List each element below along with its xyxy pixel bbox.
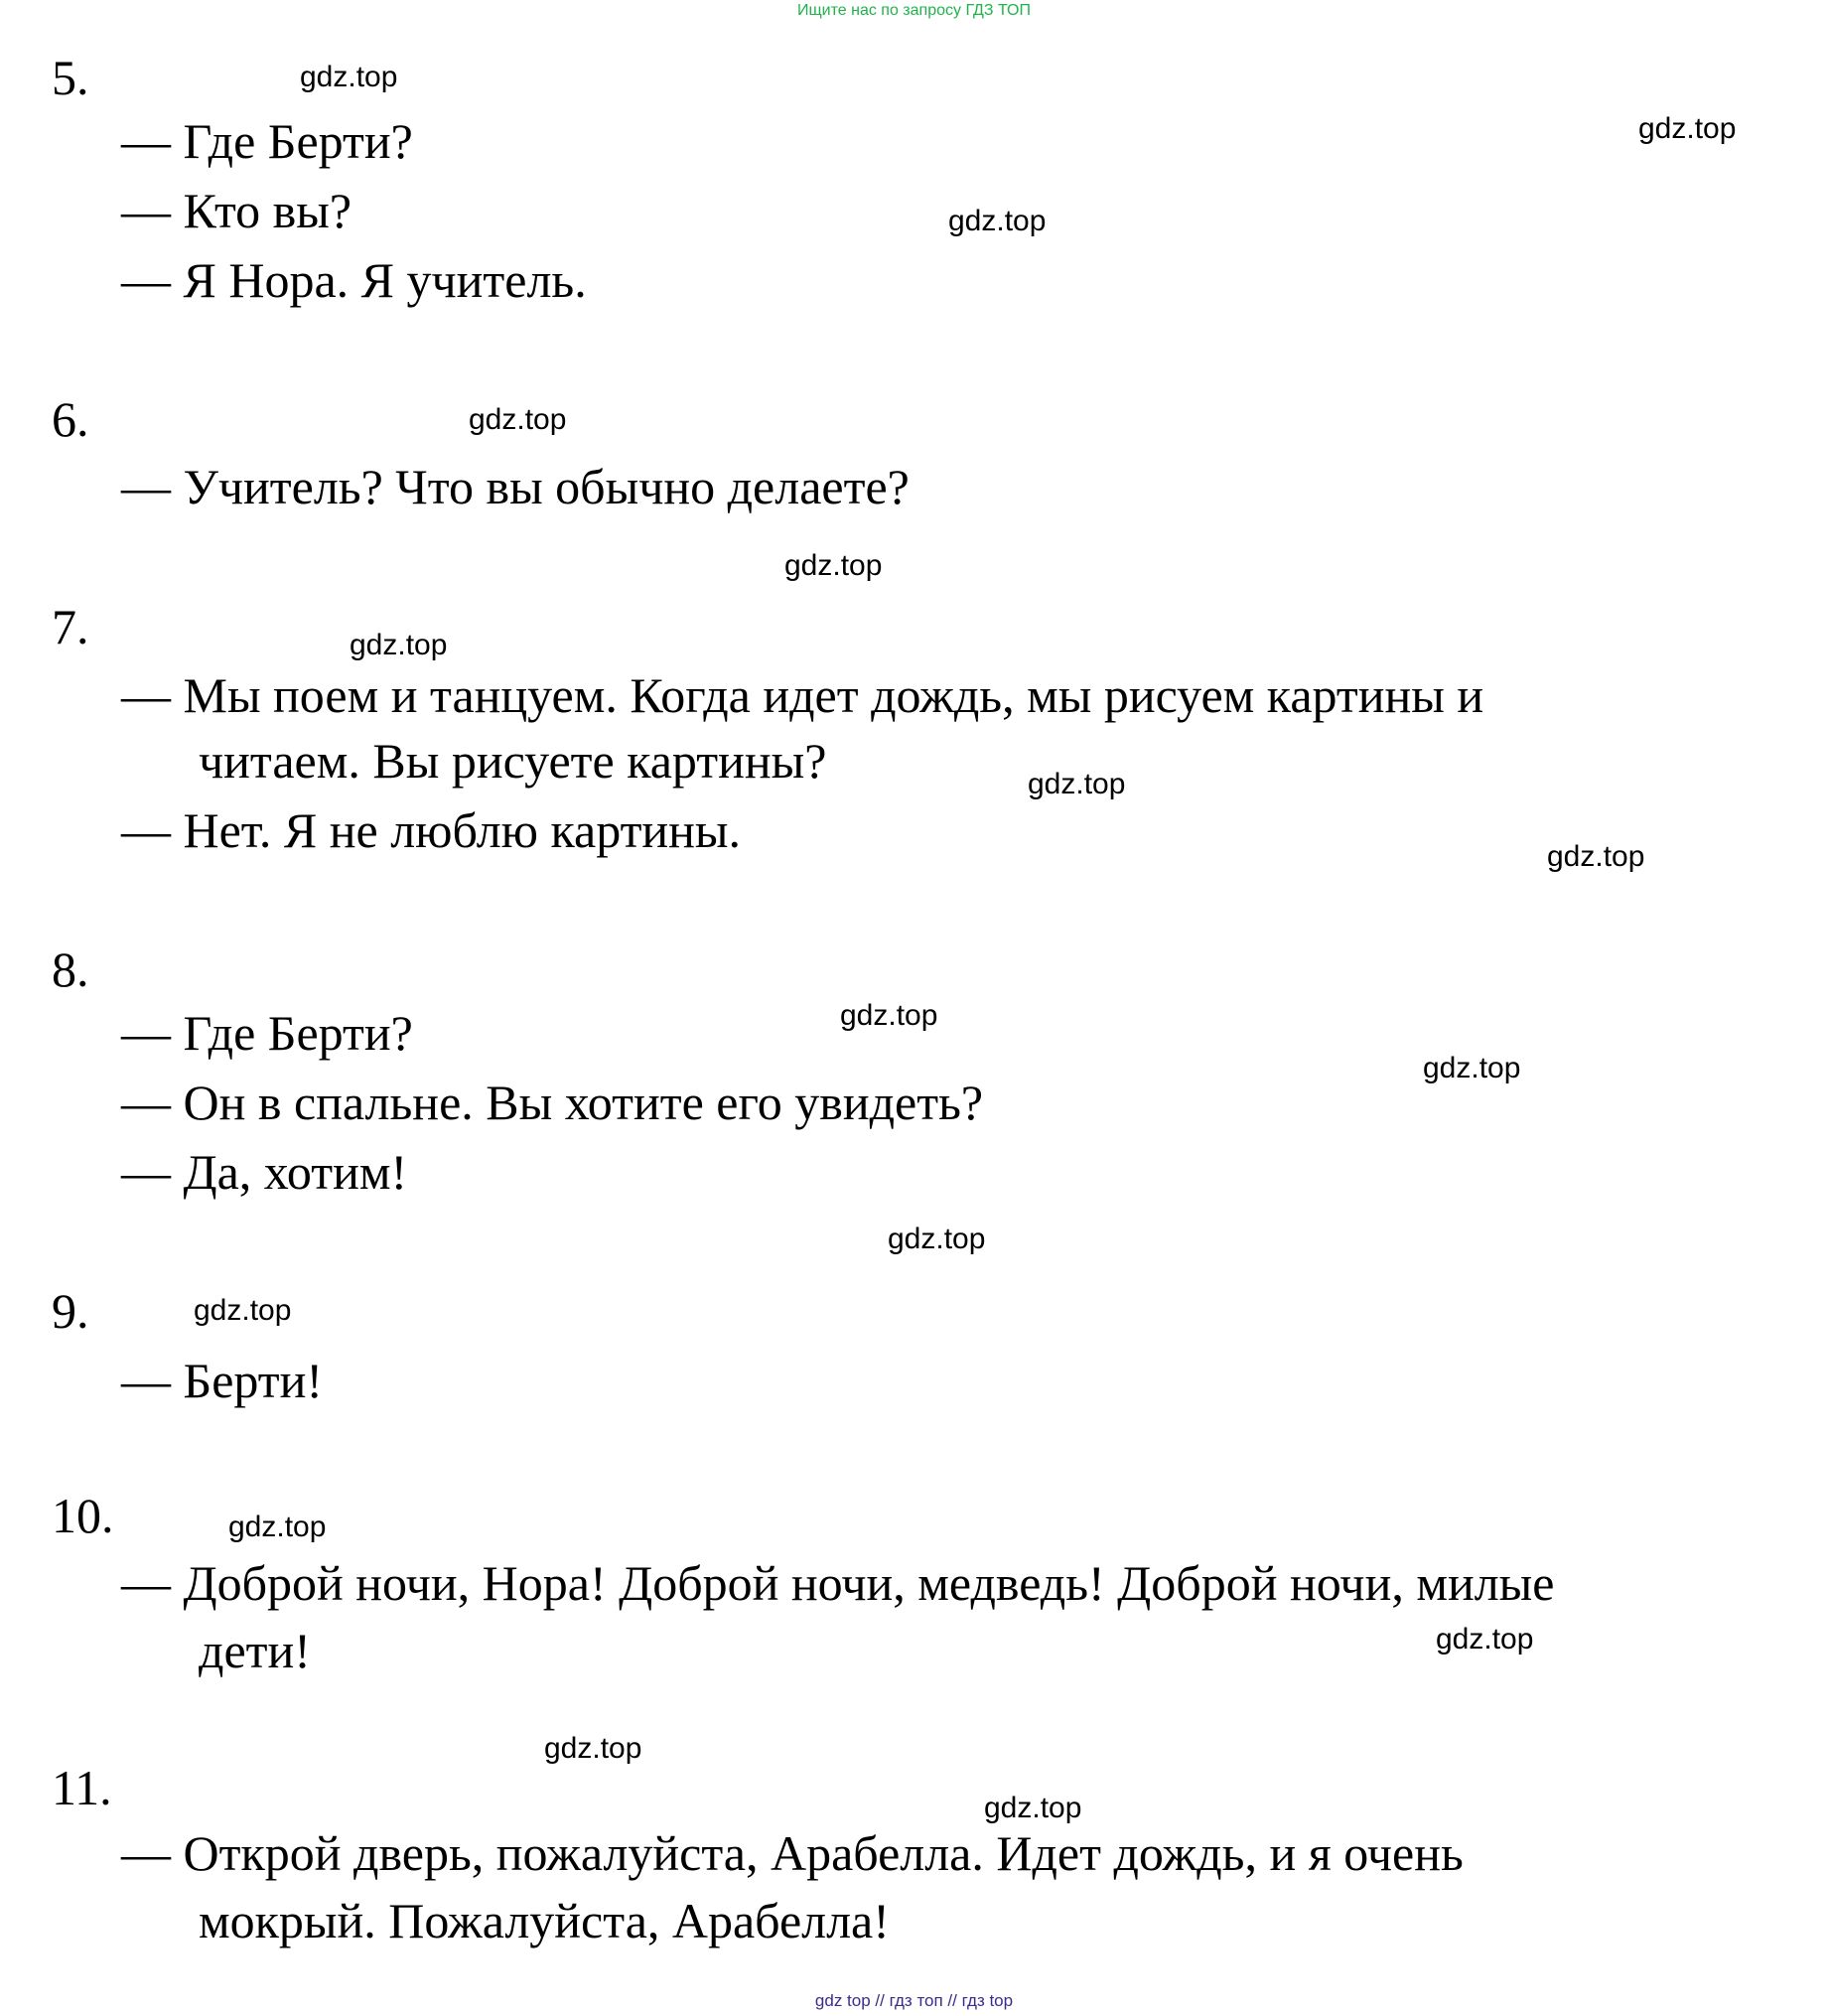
dialogue-line: — Где Берти?	[121, 1005, 413, 1061]
dialogue-line: — Доброй ночи, Нора! Доброй ночи, медведь! Доброй ночи, милые	[121, 1555, 1555, 1611]
dialogue-line: — Я Нора. Я учитель.	[121, 252, 587, 308]
watermark: gdz.top	[1547, 840, 1645, 873]
dialogue-line: — Берти!	[121, 1353, 324, 1408]
item-number: 8.	[52, 941, 89, 997]
dialogue-line: — Мы поем и танцуем. Когда идет дождь, мы рисуем картины и	[121, 667, 1484, 723]
watermark: gdz.top	[840, 999, 938, 1032]
dialogue-line-continued: мокрый. Пожалуйста, Арабелла!	[199, 1893, 890, 1948]
dialogue-line-continued: дети!	[199, 1623, 311, 1678]
watermark: gdz.top	[350, 629, 448, 661]
dialogue-line: — Открой дверь, пожалуйста, Арабелла. Идет дождь, и я очень	[121, 1825, 1464, 1881]
watermark: gdz.top	[544, 1732, 642, 1765]
watermark: gdz.top	[784, 549, 883, 582]
watermark: gdz.top	[1638, 112, 1737, 145]
watermark: gdz.top	[1028, 768, 1126, 800]
watermark: gdz.top	[300, 61, 398, 93]
watermark: gdz.top	[984, 1792, 1082, 1824]
watermark: gdz.top	[194, 1294, 292, 1327]
watermark: gdz.top	[888, 1223, 986, 1255]
dialogue-line-continued: читаем. Вы рисуете картины?	[199, 733, 827, 789]
dialogue-line: — Где Берти?	[121, 113, 413, 169]
item-number: 5.	[52, 50, 89, 105]
search-banner: Ищите нас по запросу ГДЗ ТОП	[797, 2, 1031, 19]
dialogue-line: — Учитель? Что вы обычно делаете?	[121, 459, 910, 514]
watermark: gdz.top	[1436, 1623, 1534, 1656]
dialogue-line: — Нет. Я не люблю картины.	[121, 802, 742, 858]
item-number: 9.	[52, 1283, 89, 1339]
watermark: gdz.top	[228, 1511, 327, 1543]
footer-watermark: gdz top // гдз топ // гдз top	[814, 1991, 1014, 2010]
item-number: 7.	[52, 599, 89, 654]
dialogue-line: — Он в спальне. Вы хотите его увидеть?	[121, 1075, 984, 1130]
dialogue-line: — Да, хотим!	[121, 1144, 408, 1200]
item-number: 6.	[52, 391, 89, 447]
dialogue-line: — Кто вы?	[121, 183, 352, 238]
watermark: gdz.top	[948, 205, 1047, 237]
watermark: gdz.top	[1423, 1052, 1521, 1084]
item-number: 10.	[52, 1488, 114, 1543]
watermark: gdz.top	[469, 403, 567, 436]
item-number: 11.	[52, 1760, 112, 1815]
